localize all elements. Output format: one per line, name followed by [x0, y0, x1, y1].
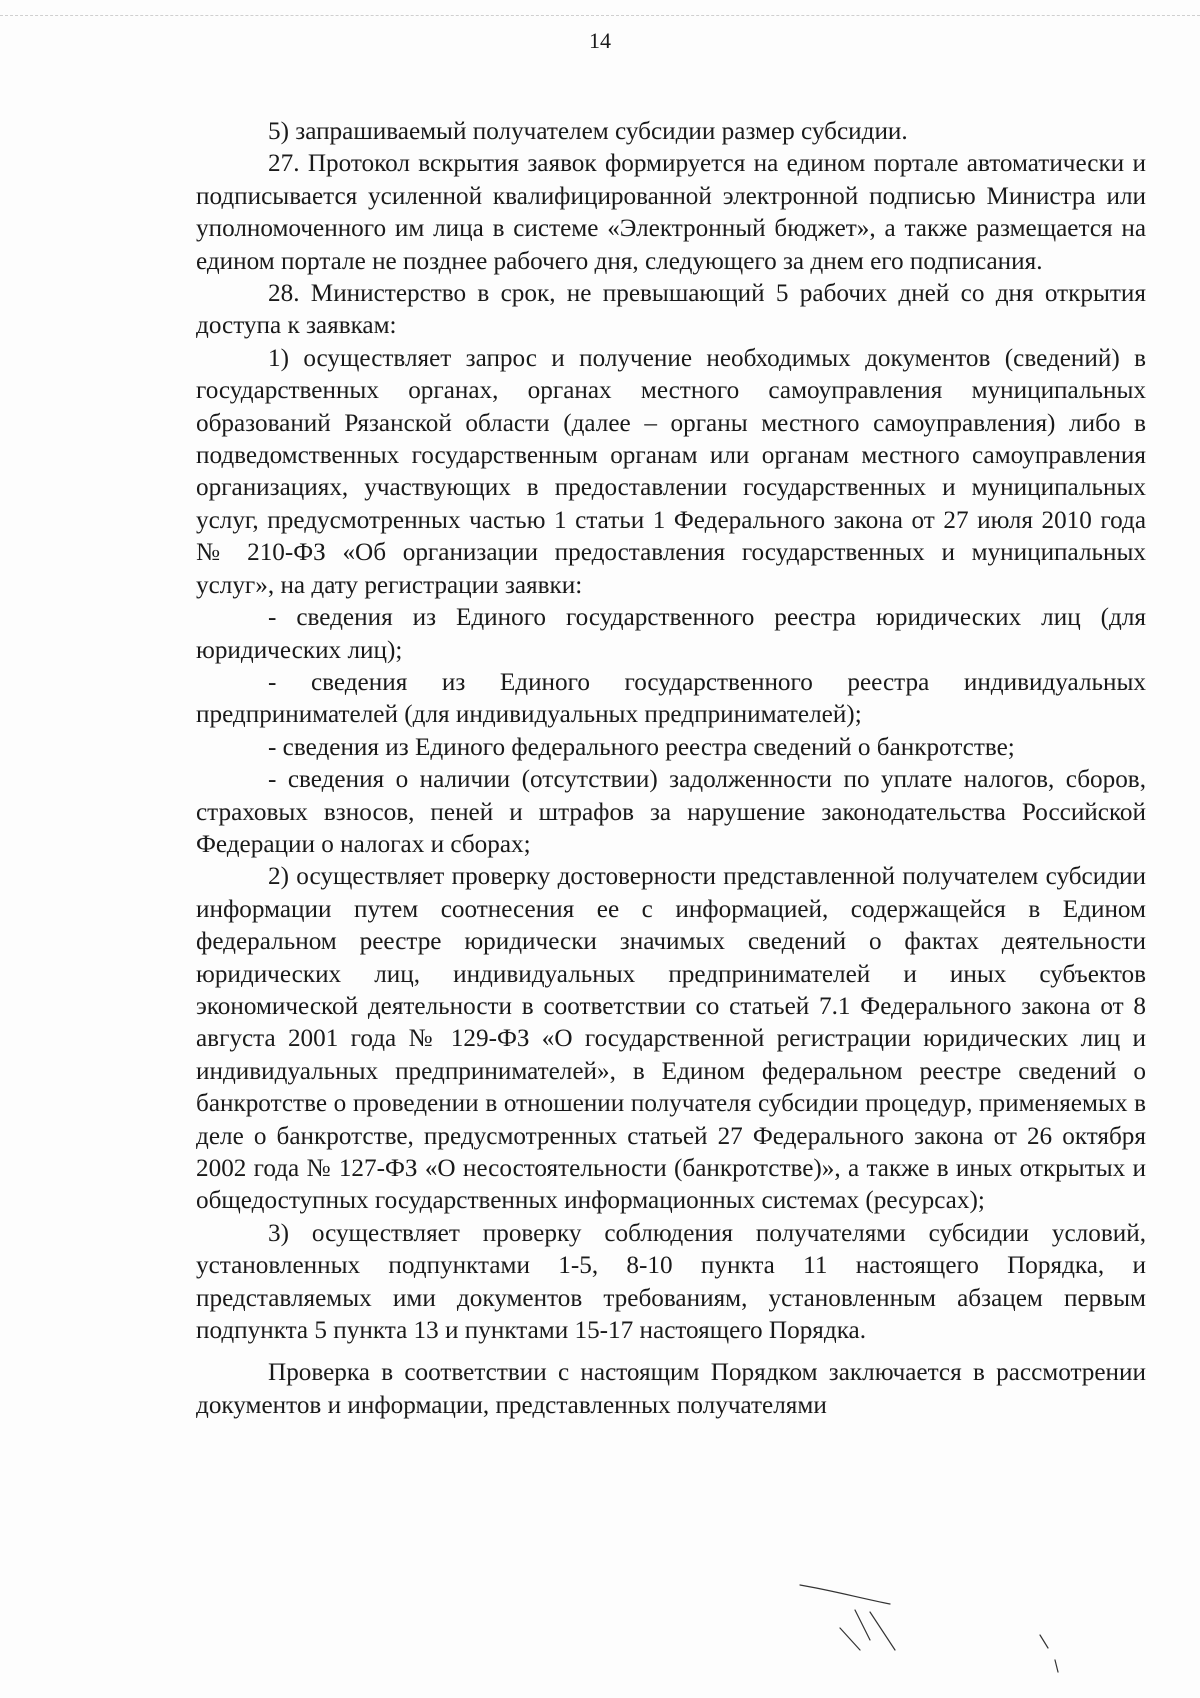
paragraph-item-28-1: 1) осуществляет запрос и получение необходимых документов (сведений) в государственных органах, органах местного самоуправления муниципальных образований Рязанской области (далее – органы местного самоуправления) либо в подведомственных государственным органам или органам местного самоуправления организациях, участвующих в предоставлении государственных и муниципальных услуг, предусмотренных частью 1 статьи 1 Федерального закона от 27 июля 2010 года № 210-ФЗ «Об организации предоставления государственных и муниципальных услуг», на дату регистрации заявки: [196, 344, 1146, 599]
list-item-egrip: - сведения из Единого государственного реестра индивидуальных предпринимателей (для индивидуальных предпринимателей); [196, 668, 1146, 729]
paragraph-check: Проверка в соответствии с настоящим Порядком заключается в рассмотрении документов и информации, представленных получателями [196, 1359, 1146, 1419]
scan-scribble [800, 1585, 890, 1604]
scan-scribble-lines [840, 1610, 895, 1650]
page-number: 14 [589, 28, 611, 53]
paragraph-item-28: 28. Министерство в срок, не превышающий 5 рабочих дней со дня открытия доступа к заявкам: [196, 280, 1146, 340]
paragraph-subitem-5: 5) запрашиваемый получателем субсидии размер субсидии. [268, 118, 908, 145]
paragraph-item-28-3: 3) осуществляет проверку соблюдения получателями субсидии условий, установленных подпунктами 1-5, 8-10 пункта 11 настоящего Порядка, и представляемых ими документов требованиям, установленным абзацем первым подпункта 5 пункта 13 и пунктами 15-17 настоящего Порядка. [196, 1219, 1146, 1345]
paragraph-item-27: 27. Протокол вскрытия заявок формируется на едином портале автоматически и подписывается усиленной квалифицированной электронной подписью Министра или уполномоченного им лица в системе «Электронный бюджет», а также размещается на едином портале не позднее рабочего дня, следующего за днем его подписания. [196, 150, 1146, 275]
scan-dots [1040, 1635, 1058, 1672]
list-item-tax-debt: - сведения о наличии (отсутствии) задолженности по уплате налогов, сборов, страховых взносов, пеней и штрафов за нарушение законодательства Российской Федерации о налогах и сборах; [196, 766, 1146, 858]
paragraph-item-28-2: 2) осуществляет проверку достоверности представленной получателем субсидии информации путем соотнесения ее с информацией, содержащейся в Едином федеральном реестре юридически значимых сведений о фактах деятельности юридических лиц, индивидуальных предпринимателей и иных субъектов экономической деятельности в соответствии со статьей 7.1 Федерального закона от 8 августа 2001 года № 129-ФЗ «О государственной регистрации юридических лиц и индивидуальных предпринимателей», в Едином федеральном реестре сведений о банкротстве о проведении в отношении получателя субсидии процедур, применяемых в деле о банкротстве, предусмотренных статьей 27 Федерального закона от 26 октября 2002 года № 127-ФЗ «О несостоятельности (банкротстве)», а также в иных открытых и общедоступных государственных информационных системах (ресурсах); [196, 863, 1146, 1215]
list-item-egrul: - сведения из Единого государственного реестра юридических лиц (для юридических лиц); [196, 604, 1146, 664]
list-item-bankruptcy: - сведения из Единого федерального реестра сведений о банкротстве; [268, 733, 1015, 761]
